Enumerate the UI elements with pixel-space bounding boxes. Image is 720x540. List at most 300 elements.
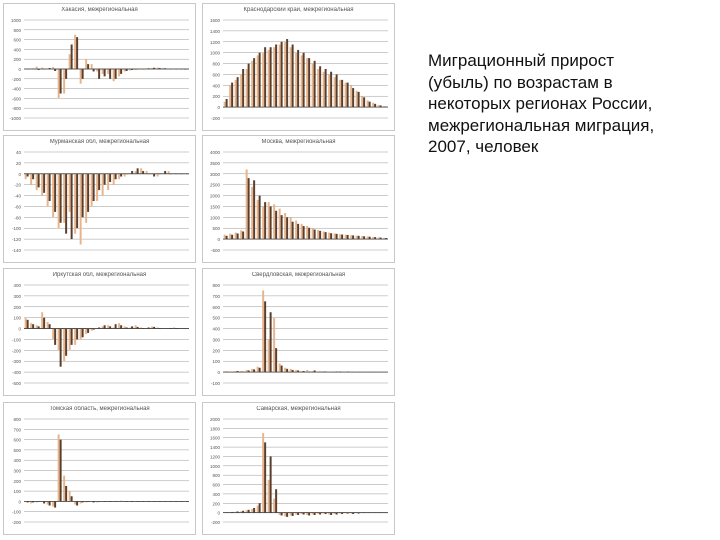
- bar: [290, 369, 292, 372]
- bar: [47, 322, 49, 329]
- bar: [65, 486, 67, 501]
- bar: [113, 174, 115, 185]
- chart-title: Хакасия, межрегиональная: [61, 7, 138, 13]
- y-tick-label: 100: [212, 359, 220, 365]
- bar: [369, 102, 371, 107]
- bar: [43, 318, 45, 329]
- y-tick-label: 3500: [209, 160, 220, 166]
- bar: [323, 231, 325, 239]
- caption-line: Миграционный прирост: [428, 51, 615, 70]
- bar: [259, 368, 261, 372]
- bar: [98, 174, 100, 190]
- y-tick-label: 0: [217, 370, 220, 376]
- bar: [253, 180, 255, 239]
- bar: [85, 174, 87, 223]
- y-tick-label: -400: [11, 370, 21, 376]
- bar: [257, 506, 259, 513]
- bar: [25, 318, 27, 329]
- bar: [76, 174, 78, 228]
- bar: [314, 61, 316, 107]
- bar-chart: [4, 4, 197, 132]
- bar: [74, 174, 76, 234]
- bar: [330, 72, 332, 107]
- bar-chart: [203, 269, 396, 397]
- chart-panel-murmansk: [3, 135, 196, 263]
- bar: [341, 80, 343, 107]
- bar: [257, 55, 259, 107]
- bar: [146, 171, 148, 174]
- bar: [76, 37, 78, 69]
- y-tick-label: -200: [210, 116, 220, 121]
- y-tick-label: 800: [212, 61, 220, 67]
- slide-caption: [428, 50, 708, 158]
- bar: [76, 501, 78, 505]
- bar: [281, 366, 283, 373]
- bar: [153, 174, 155, 177]
- y-tick-label: 400: [13, 458, 21, 464]
- bar: [226, 236, 228, 239]
- bar: [74, 329, 76, 345]
- chart-panel-sverdlovsk: [202, 268, 395, 396]
- bar: [87, 174, 89, 212]
- bar: [82, 69, 84, 79]
- bar: [319, 66, 321, 107]
- y-tick-label: 300: [13, 293, 21, 299]
- y-tick-label: 1500: [209, 204, 220, 210]
- bar: [286, 513, 288, 517]
- bar: [336, 74, 338, 107]
- bar: [323, 72, 325, 107]
- bar: [290, 47, 292, 107]
- bar: [91, 64, 93, 69]
- bar: [347, 83, 349, 108]
- bar: [257, 367, 259, 372]
- bar: [142, 171, 144, 174]
- bar: [85, 329, 87, 334]
- bar: [352, 235, 354, 239]
- bar: [306, 226, 308, 239]
- bar: [264, 202, 266, 239]
- y-tick-label: -80: [14, 215, 21, 221]
- bar: [38, 174, 40, 188]
- y-tick-label: 1200: [209, 454, 220, 460]
- y-tick-label: -120: [11, 237, 21, 243]
- bar: [63, 329, 65, 362]
- bar: [270, 206, 272, 239]
- y-tick-label: -600: [11, 96, 21, 102]
- bar: [120, 69, 122, 74]
- bar: [312, 228, 314, 239]
- y-tick-label: 1400: [209, 445, 220, 451]
- y-tick-label: 700: [13, 427, 21, 433]
- bar: [328, 74, 330, 107]
- bar: [135, 325, 137, 328]
- bar: [253, 508, 255, 513]
- y-tick-label: 600: [212, 304, 220, 310]
- bar: [25, 174, 27, 179]
- y-tick-label: 500: [13, 447, 21, 453]
- y-tick-label: 600: [13, 37, 21, 43]
- bar: [168, 171, 170, 174]
- bar: [374, 104, 376, 107]
- y-tick-label: 0: [217, 510, 220, 516]
- bar: [87, 64, 89, 69]
- bar: [107, 174, 109, 190]
- bar: [60, 174, 62, 223]
- bar: [80, 174, 82, 245]
- bar: [49, 501, 51, 505]
- bar: [115, 174, 117, 179]
- bar: [268, 202, 270, 239]
- chart-panel-krasnodar: [202, 3, 395, 131]
- chart-title: Самарская, межрегиональная: [256, 406, 341, 412]
- bar: [275, 211, 277, 239]
- y-tick-label: 1000: [209, 215, 220, 221]
- bar: [47, 174, 49, 207]
- y-tick-label: 600: [13, 437, 21, 443]
- bar: [65, 329, 67, 356]
- bar: [36, 174, 38, 190]
- bar: [248, 178, 250, 239]
- bar: [279, 363, 281, 372]
- bar: [330, 233, 332, 239]
- bar: [264, 47, 266, 107]
- y-tick-label: 800: [13, 417, 21, 422]
- bar: [281, 215, 283, 239]
- bar: [107, 325, 109, 328]
- bar: [104, 69, 106, 76]
- bar: [240, 74, 242, 107]
- bar: [60, 440, 62, 502]
- bar: [71, 329, 73, 345]
- bar: [30, 174, 32, 185]
- bar: [82, 329, 84, 338]
- chart-panel-irkutsk: [3, 268, 196, 396]
- bar: [85, 59, 87, 69]
- bar: [47, 501, 49, 504]
- y-tick-label: 0: [217, 105, 220, 111]
- bar: [224, 235, 226, 239]
- bar: [259, 196, 261, 240]
- y-tick-label: -1000: [9, 116, 21, 121]
- bar: [135, 171, 137, 174]
- y-tick-label: 500: [212, 315, 220, 321]
- bar: [356, 236, 358, 239]
- bar: [268, 339, 270, 372]
- y-tick-label: 100: [13, 489, 21, 495]
- bar: [58, 434, 60, 501]
- y-tick-label: 400: [13, 283, 21, 288]
- y-tick-label: 3000: [209, 171, 220, 177]
- bar: [27, 174, 29, 177]
- y-tick-label: 400: [212, 491, 220, 497]
- bar: [308, 513, 310, 516]
- y-tick-label: -100: [11, 337, 21, 343]
- bar: [229, 85, 231, 107]
- chart-panel-samara: [202, 402, 395, 535]
- bar-chart: [4, 136, 197, 264]
- chart-title: Томская область, межрегиональная: [49, 406, 150, 412]
- bar: [361, 96, 363, 107]
- y-tick-label: -100: [210, 381, 220, 386]
- bar: [279, 45, 281, 108]
- bar-chart: [203, 403, 396, 536]
- y-tick-label: 800: [212, 473, 220, 479]
- bar: [308, 228, 310, 239]
- chart-title: Москва, межрегиональная: [261, 139, 336, 145]
- bar: [251, 509, 253, 513]
- bar: [308, 58, 310, 107]
- bar: [297, 50, 299, 107]
- y-tick-label: 400: [13, 47, 21, 53]
- y-tick-label: 4000: [209, 150, 220, 155]
- bar: [284, 42, 286, 107]
- bar: [74, 35, 76, 69]
- bar: [102, 69, 104, 74]
- bar: [350, 235, 352, 239]
- bar: [41, 312, 43, 328]
- bar: [334, 233, 336, 239]
- bar: [164, 171, 166, 174]
- bar: [345, 83, 347, 108]
- bar: [270, 312, 272, 372]
- bar: [63, 69, 65, 94]
- bar: [248, 64, 250, 108]
- bar: [118, 323, 120, 328]
- bar: [60, 69, 62, 94]
- bar: [80, 69, 82, 84]
- bar: [259, 503, 261, 512]
- y-tick-label: 1800: [209, 426, 220, 432]
- y-tick-label: -200: [11, 520, 21, 525]
- y-tick-label: 500: [212, 226, 220, 232]
- bar: [118, 174, 120, 179]
- bar: [69, 329, 71, 351]
- bar: [54, 329, 56, 345]
- chart-title: Свердловская, межрегиональная: [251, 272, 346, 278]
- bar: [363, 97, 365, 107]
- y-tick-label: 600: [212, 72, 220, 78]
- bar: [237, 77, 239, 107]
- bar: [229, 234, 231, 239]
- bar: [69, 54, 71, 69]
- bar: [275, 348, 277, 372]
- bar: [109, 174, 111, 182]
- y-tick-label: -200: [210, 520, 220, 525]
- bar: [334, 77, 336, 107]
- bar: [301, 224, 303, 239]
- y-tick-label: 2500: [209, 182, 220, 188]
- bar: [140, 168, 142, 173]
- bar-chart: [4, 269, 197, 397]
- y-tick-label: 1000: [209, 50, 220, 56]
- y-tick-label: 1600: [209, 435, 220, 441]
- bar: [290, 217, 292, 239]
- bar: [297, 224, 299, 239]
- bar: [82, 174, 84, 218]
- bar: [341, 235, 343, 240]
- bar: [54, 501, 56, 507]
- y-tick-label: 200: [212, 501, 220, 507]
- y-tick-label: 100: [13, 315, 21, 321]
- bar: [27, 320, 29, 329]
- bar: [104, 174, 106, 185]
- bar: [63, 174, 65, 223]
- bar: [49, 174, 51, 201]
- bar: [336, 234, 338, 239]
- bar: [120, 325, 122, 328]
- bar: [224, 102, 226, 107]
- bar: [262, 433, 264, 513]
- bar: [52, 174, 54, 218]
- bar: [157, 174, 159, 177]
- bar: [286, 369, 288, 372]
- bar: [275, 45, 277, 108]
- y-tick-label: 800: [13, 27, 21, 33]
- bar: [242, 69, 244, 107]
- bar: [286, 217, 288, 239]
- chart-panel-khakassia: [3, 3, 196, 131]
- bar: [290, 513, 292, 516]
- bar: [251, 61, 253, 107]
- bar: [248, 510, 250, 513]
- y-tick-label: 1400: [209, 28, 220, 34]
- bar: [74, 501, 76, 504]
- y-tick-label: -400: [11, 86, 21, 92]
- y-tick-label: 0: [18, 67, 21, 72]
- bar: [262, 290, 264, 372]
- bar: [317, 230, 319, 239]
- bar: [109, 69, 111, 79]
- y-tick-label: 200: [13, 478, 21, 484]
- bar: [235, 80, 237, 107]
- bar: [352, 88, 354, 107]
- bar: [292, 513, 294, 516]
- bar: [306, 58, 308, 107]
- y-tick-label: 1000: [209, 463, 220, 469]
- bar: [292, 45, 294, 108]
- y-tick-label: -500: [210, 248, 220, 253]
- bar: [231, 235, 233, 239]
- bar: [358, 92, 360, 107]
- bar: [52, 501, 54, 506]
- bar: [350, 85, 352, 107]
- bar: [328, 233, 330, 240]
- y-tick-label: 800: [212, 283, 220, 288]
- bar: [317, 69, 319, 107]
- bar-chart: [4, 403, 197, 536]
- bar: [270, 456, 272, 512]
- bar: [98, 69, 100, 79]
- bar: [107, 69, 109, 74]
- y-tick-label: 300: [212, 337, 220, 343]
- y-tick-label: 1600: [209, 18, 220, 23]
- bar: [281, 42, 283, 107]
- bar: [273, 499, 275, 513]
- bar: [69, 174, 71, 212]
- bar: [361, 236, 363, 239]
- bar: [281, 513, 283, 516]
- y-tick-label: 200: [212, 94, 220, 100]
- bar: [253, 58, 255, 107]
- bar: [69, 491, 71, 501]
- bar: [71, 174, 73, 239]
- y-tick-label: 2000: [209, 193, 220, 199]
- bar: [314, 230, 316, 240]
- bar: [367, 101, 369, 108]
- caption-line: межрегиональная миграция,: [428, 115, 655, 135]
- bar: [292, 222, 294, 239]
- bar: [71, 45, 73, 70]
- bar: [273, 204, 275, 239]
- bar: [325, 69, 327, 107]
- bar: [273, 318, 275, 372]
- bar: [32, 324, 34, 328]
- bar: [264, 442, 266, 512]
- bar: [347, 235, 349, 239]
- y-tick-label: 300: [13, 468, 21, 474]
- bar: [36, 325, 38, 328]
- bar: [246, 169, 248, 239]
- y-tick-label: -800: [11, 106, 21, 112]
- bar: [65, 69, 67, 79]
- bar: [286, 39, 288, 107]
- y-tick-label: 40: [15, 150, 21, 155]
- y-tick-label: -100: [11, 509, 21, 515]
- bar: [60, 329, 62, 367]
- chart-title: Иркутская обл, межрегиональная: [52, 272, 147, 278]
- chart-panel-tomsk: [3, 402, 196, 535]
- bar: [262, 206, 264, 239]
- bar: [319, 231, 321, 239]
- y-tick-label: 600: [212, 482, 220, 488]
- bar: [240, 230, 242, 239]
- bar: [242, 231, 244, 239]
- bar: [30, 323, 32, 328]
- bar: [96, 174, 98, 201]
- bar: [115, 69, 117, 79]
- y-tick-label: 200: [13, 304, 21, 310]
- y-tick-label: -200: [11, 76, 21, 82]
- bar: [102, 174, 104, 196]
- caption-line: некоторых регионах России,: [428, 94, 653, 113]
- bar: [358, 236, 360, 239]
- bar: [356, 91, 358, 107]
- bar: [303, 53, 305, 107]
- bar: [363, 236, 365, 239]
- bar: [301, 55, 303, 107]
- y-tick-label: 0: [18, 171, 21, 177]
- y-tick-label: 0: [217, 237, 220, 243]
- bar: [80, 329, 82, 340]
- bar: [58, 329, 60, 351]
- caption-line: 2007, человек: [428, 137, 539, 156]
- y-tick-label: 0: [18, 499, 21, 505]
- bar: [253, 369, 255, 372]
- bar: [104, 325, 106, 328]
- bar: [279, 209, 281, 239]
- bar: [303, 226, 305, 239]
- bar: [259, 53, 261, 107]
- bar: [251, 187, 253, 239]
- bar: [43, 174, 45, 193]
- chart-title: Мурманская обл, межрегиональная: [49, 139, 150, 145]
- bar: [71, 496, 73, 501]
- bar: [325, 232, 327, 239]
- bar: [268, 50, 270, 107]
- bar: [295, 221, 297, 240]
- bar: [235, 233, 237, 240]
